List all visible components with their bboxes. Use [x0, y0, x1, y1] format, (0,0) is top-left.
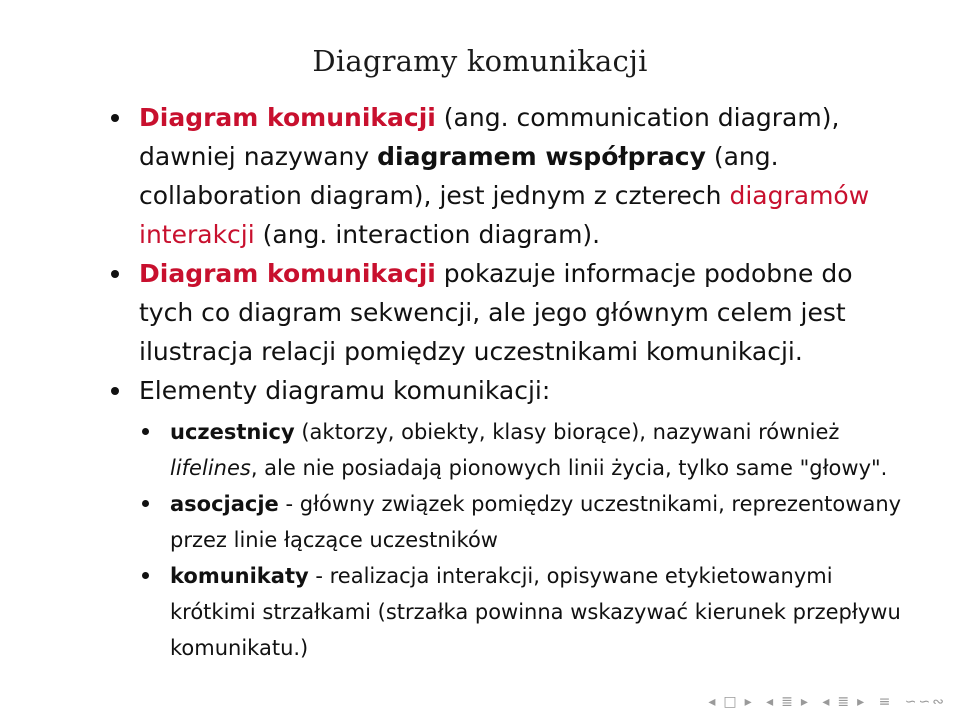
- beamer-navigation-bar: [702, 694, 946, 710]
- term-asocjacje: asocjacje: [170, 492, 279, 516]
- sub-bullet-item-2: [139, 486, 908, 558]
- term-diagramy-interakcji: diagramów interakcji: [139, 181, 870, 249]
- sub-bullet-item-3: [139, 558, 908, 666]
- bullet-dot-icon: [111, 114, 119, 122]
- bullet-dot-icon: [111, 387, 119, 395]
- term-diagram-wspolpracy: diagramem współpracy: [377, 142, 706, 171]
- nav-search-icon[interactable]: ∽∽∾: [904, 694, 946, 710]
- nav-subsection-prev-icon[interactable]: ◂: [822, 694, 832, 710]
- nav-subsection-next-icon[interactable]: ▸: [857, 694, 867, 710]
- bullet-item-2: [108, 254, 908, 371]
- bullet-text: (ang. communication diagram), dawniej nazywany: [139, 103, 840, 171]
- term-lifelines: lifelines: [170, 456, 251, 480]
- nav-align-icon[interactable]: ≡: [878, 694, 893, 710]
- bullet-text: - główny związek pomiędzy uczestnikami, reprezentowany przez linie łączące uczestników: [170, 492, 902, 552]
- bullet-item-1: [108, 98, 908, 254]
- bullet-text: (ang. interaction diagram).: [254, 220, 601, 249]
- nav-frame-icon[interactable]: □: [723, 694, 739, 710]
- bullet-dot-icon: [142, 428, 149, 435]
- bullet-text: (ang. collaboration diagram), jest jednym z czterech: [139, 142, 779, 210]
- bullet-text: Elementy diagramu komunikacji:: [139, 376, 551, 405]
- bullet-text: - realizacja interakcji, opisywane etykietowanymi krótkimi strzałkami (strzałka powinna wskazywać kierunek przepływu komunikatu.): [170, 564, 901, 660]
- term-diagram-komunikacji: Diagram komunikacji: [139, 103, 436, 132]
- bullet-item-3: [108, 371, 908, 410]
- term-uczestnicy: uczestnicy: [170, 420, 295, 444]
- slide-title: Diagramy komunikacji: [312, 44, 648, 78]
- nav-subsection-icon[interactable]: ≣: [837, 694, 852, 710]
- nav-next-arrow-icon[interactable]: ▸: [744, 694, 754, 710]
- bullet-text: (aktorzy, obiekty, klasy biorące), nazywani również: [294, 420, 840, 444]
- bullet-text: pokazuje informacje podobne do tych co diagram sekwencji, ale jego głównym celem jest ilustracja relacji pomiędzy uczestnikami komunikacji.: [139, 259, 853, 366]
- nav-section-icon[interactable]: ≣: [781, 694, 795, 710]
- nav-section-next-icon[interactable]: ▸: [800, 694, 810, 710]
- term-diagram-komunikacji: Diagram komunikacji: [139, 259, 436, 288]
- nav-first-arrow-icon[interactable]: ◂: [708, 694, 718, 710]
- nav-section-prev-icon[interactable]: ◂: [766, 694, 776, 710]
- bullet-dot-icon: [142, 500, 149, 507]
- bullet-text: , ale nie posiadają pionowych linii życia, tylko same "głowy".: [250, 456, 888, 480]
- sub-bullet-list: [139, 414, 908, 666]
- sub-bullet-item-1: [139, 414, 908, 486]
- bullet-list: [108, 98, 908, 666]
- term-komunikaty: komunikaty: [170, 564, 309, 588]
- bullet-dot-icon: [111, 270, 119, 278]
- bullet-dot-icon: [142, 572, 149, 579]
